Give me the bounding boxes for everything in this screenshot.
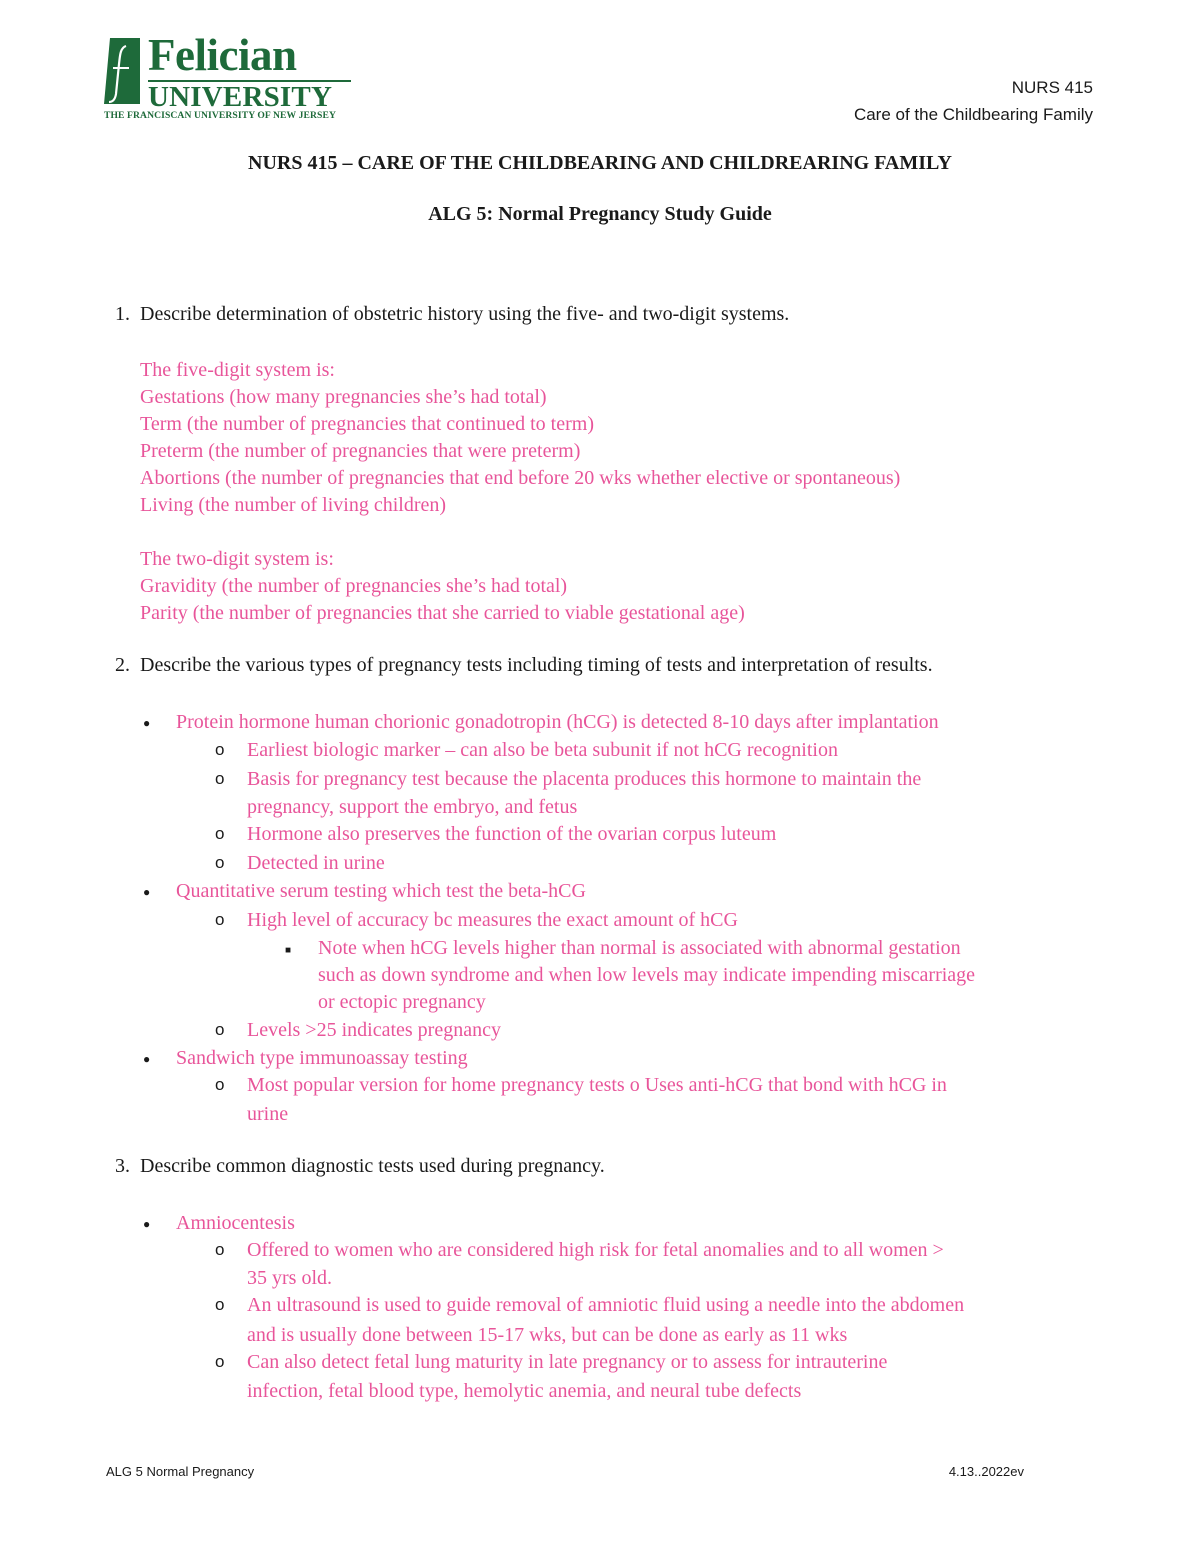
circle-bullet-icon: o bbox=[215, 1352, 225, 1371]
list-item-continuation: or ectopic pregnancy bbox=[318, 991, 486, 1013]
list-item-continuation: pregnancy, support the embryo, and fetus bbox=[247, 796, 578, 818]
answer-line: Preterm (the number of pregnancies that were preterm) bbox=[140, 440, 581, 462]
question-text: Describe common diagnostic tests used during pregnancy. bbox=[140, 1155, 605, 1177]
list-item bbox=[215, 736, 838, 764]
list-item bbox=[215, 906, 738, 934]
document-subtitle: ALG 5: Normal Pregnancy Study Guide bbox=[428, 203, 772, 225]
bullet-icon: ● bbox=[143, 885, 151, 899]
answer-line: Parity (the number of pregnancies that she carried to viable gestational age) bbox=[140, 602, 745, 624]
list-item bbox=[215, 1348, 888, 1376]
list-item bbox=[143, 1209, 295, 1237]
question-text: Describe determination of obstetric history using the five- and two-digit systems. bbox=[140, 303, 790, 325]
logo-name: Felician bbox=[148, 30, 297, 80]
question-2 bbox=[115, 654, 933, 677]
list-item bbox=[143, 1044, 468, 1072]
list-item bbox=[215, 849, 385, 877]
question-number: 2. bbox=[115, 654, 130, 676]
question-number: 3. bbox=[115, 1155, 130, 1177]
list-item-text: High level of accuracy bc measures the exact amount of hCG bbox=[247, 909, 738, 931]
logo-tagline: THE FRANCISCAN UNIVERSITY OF NEW JERSEY bbox=[104, 110, 336, 121]
list-item-text: Most popular version for home pregnancy tests o Uses anti-hCG that bond with hCG in bbox=[247, 1074, 947, 1096]
page-header-course bbox=[854, 74, 1093, 128]
list-item-text: Note when hCG levels higher than normal is associated with abnormal gestation bbox=[318, 937, 961, 959]
question-text: Describe the various types of pregnancy tests including timing of tests and interpretation of results. bbox=[140, 654, 933, 676]
answer-line: Living (the number of living children) bbox=[140, 494, 447, 516]
circle-bullet-icon: o bbox=[215, 853, 225, 872]
answer-line: Abortions (the number of pregnancies that end before 20 wks whether elective or spontaneous) bbox=[140, 467, 901, 489]
circle-bullet-icon: o bbox=[215, 769, 225, 788]
circle-bullet-icon: o bbox=[215, 1020, 225, 1039]
document-title: NURS 415 – CARE OF THE CHILDBEARING AND CHILDREARING FAMILY bbox=[248, 152, 952, 174]
circle-bullet-icon: o bbox=[215, 824, 225, 843]
list-item-text: Hormone also preserves the function of the ovarian corpus luteum bbox=[247, 823, 777, 845]
list-item-continuation: such as down syndrome and when low levels may indicate impending miscarriage bbox=[318, 964, 976, 986]
footer-right: 4.13..2022ev bbox=[948, 1464, 1024, 1479]
course-code: NURS 415 bbox=[1011, 78, 1093, 97]
question-1 bbox=[115, 303, 789, 326]
list-item bbox=[215, 820, 777, 848]
list-item bbox=[215, 1016, 501, 1044]
bullet-icon: ● bbox=[143, 1217, 151, 1231]
list-item-continuation: 35 yrs old. bbox=[247, 1267, 332, 1289]
university-logo bbox=[104, 30, 354, 126]
list-item-text: Amniocentesis bbox=[176, 1212, 295, 1234]
list-item bbox=[143, 877, 586, 905]
bullet-icon: ● bbox=[143, 716, 151, 730]
list-item bbox=[285, 934, 961, 962]
list-item bbox=[215, 765, 922, 793]
list-item-continuation: infection, fetal blood type, hemolytic anemia, and neural tube defects bbox=[247, 1380, 802, 1402]
list-item-continuation: and is usually done between 15-17 wks, but can be done as early as 11 wks bbox=[247, 1324, 848, 1346]
answer-line: The two-digit system is: bbox=[140, 548, 334, 570]
list-item-text: Protein hormone human chorionic gonadotropin (hCG) is detected 8-10 days after implantation bbox=[176, 711, 939, 733]
list-item-text: Can also detect fetal lung maturity in late pregnancy or to assess for intrauterine bbox=[247, 1351, 888, 1373]
footer-left: ALG 5 Normal Pregnancy bbox=[106, 1464, 255, 1479]
list-item-text: Offered to women who are considered high risk for fetal anomalies and to all women > bbox=[247, 1239, 944, 1261]
list-item-text: Earliest biologic marker – can also be beta subunit if not hCG recognition bbox=[247, 739, 838, 761]
question-3 bbox=[115, 1155, 605, 1178]
list-item-text: Detected in urine bbox=[247, 852, 385, 874]
circle-bullet-icon: o bbox=[215, 1075, 225, 1094]
list-item bbox=[215, 1236, 944, 1264]
question-number: 1. bbox=[115, 303, 130, 325]
answer-line: Gravidity (the number of pregnancies she’s had total) bbox=[140, 575, 568, 597]
circle-bullet-icon: o bbox=[215, 1295, 225, 1314]
list-item bbox=[215, 1291, 965, 1319]
five-digit-answer bbox=[140, 357, 900, 519]
answer-line: Gestations (how many pregnancies she’s had total) bbox=[140, 386, 547, 408]
logo-university: UNIVERSITY bbox=[148, 81, 333, 113]
answer-line: Term (the number of pregnancies that continued to term) bbox=[140, 413, 594, 435]
list-item-text: Quantitative serum testing which test the beta-hCG bbox=[176, 880, 586, 902]
list-item bbox=[215, 1071, 947, 1099]
list-item-text: Basis for pregnancy test because the placenta produces this hormone to maintain the bbox=[247, 768, 922, 790]
two-digit-answer bbox=[140, 546, 745, 627]
list-item-continuation: urine bbox=[247, 1103, 289, 1125]
circle-bullet-icon: o bbox=[215, 740, 225, 759]
list-item-text: Sandwich type immunoassay testing bbox=[176, 1047, 468, 1069]
square-bullet-icon: ■ bbox=[285, 945, 292, 956]
list-item-text: Levels >25 indicates pregnancy bbox=[247, 1019, 501, 1041]
circle-bullet-icon: o bbox=[215, 910, 225, 929]
list-item bbox=[143, 708, 939, 736]
felician-f-mark-icon bbox=[104, 38, 140, 106]
bullet-icon: ● bbox=[143, 1052, 151, 1066]
list-item-text: An ultrasound is used to guide removal of amniotic fluid using a needle into the abdomen bbox=[247, 1294, 965, 1316]
course-name: Care of the Childbearing Family bbox=[853, 105, 1093, 124]
answer-line: The five-digit system is: bbox=[140, 359, 335, 381]
circle-bullet-icon: o bbox=[215, 1240, 225, 1259]
